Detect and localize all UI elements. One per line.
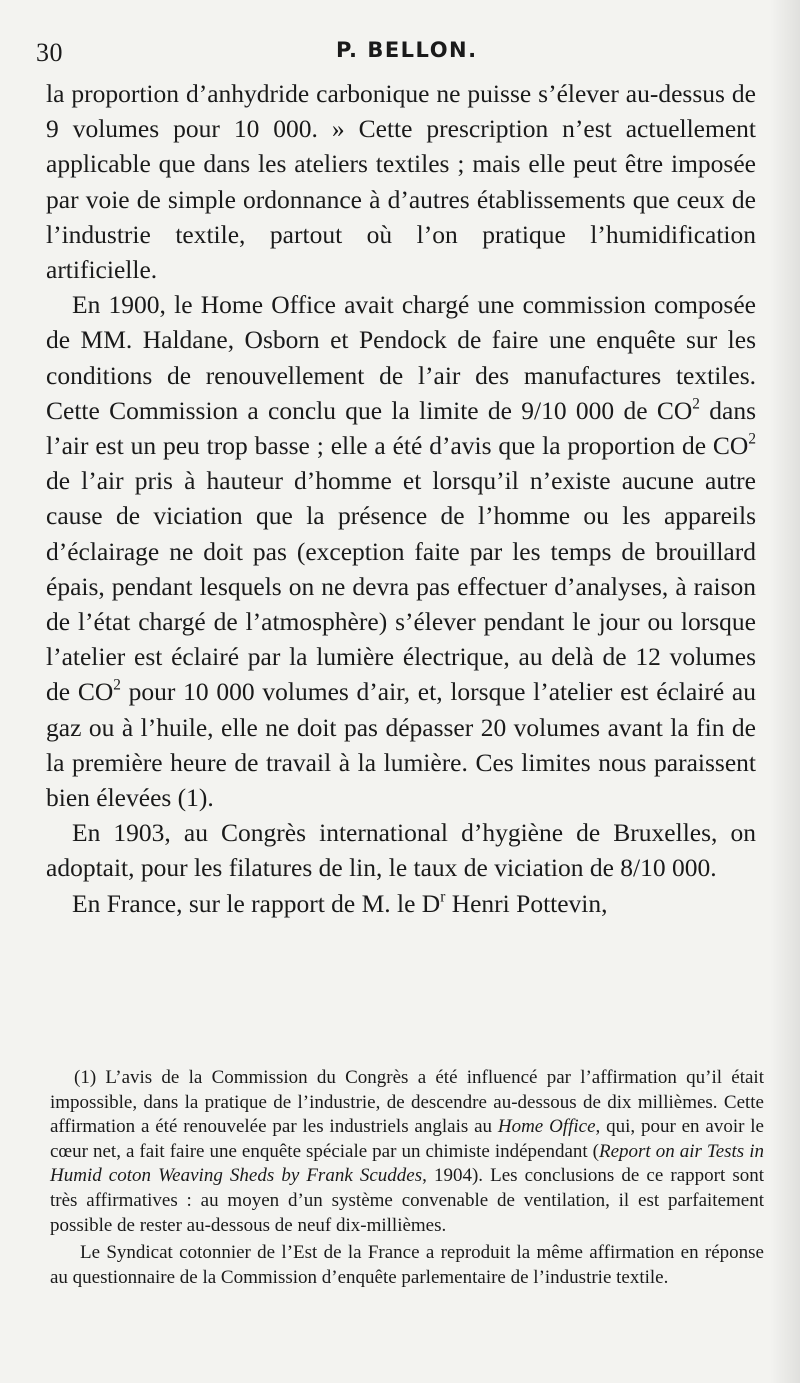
paragraph-1: la proportion d’anhydride carbonique ne puisse s’élever au-dessus de 9 volumes pour 10 000. » Cette prescription n’est actuellement applicable que dans les ateliers textiles ; mais elle peut être imposée par voie de simple ordonnance à d’autres établissements que ceux de l’industrie textile, partout où l’on pratique l’humidification artificielle. [46, 79, 756, 285]
footnote-2: Le Syndicat cotonnier de l’Est de la France a reproduit la même affirmation en réponse au questionnaire de la Commission d’enquête parlementaire de l’industrie textile. [50, 1242, 764, 1288]
paragraph-3: En 1903, au Congrès international d’hygiène de Bruxelles, on adoptait, pour les filatures de lin, le taux de viciation de 8/10 000. [46, 818, 756, 883]
footnote-1: (1) L’avis de la Commission du Congrès a été influencé par l’affirmation qu’il était impossible, dans la pratique de l’industrie, de descendre au-dessous de dix millièmes. Cette affirmation a été renouvelée par les industriels anglais au Home Office, qui, pour en avoir le cœur net, a fait faire une enquête spéciale par un chimiste indépendant (Report on air Tests in Humid coton Weaving Sheds by Frank Scuddes, 1904). Les conclusions de ce rapport sont très affirmatives : au moyen d’un système convenable de ventilation, il est parfaitement possible de rester au-dessous de neuf dix-millièmes. [50, 1067, 764, 1236]
footnotes [50, 1066, 764, 1290]
main-text [46, 76, 756, 921]
page-number: 30 [36, 38, 63, 67]
running-head: P. BELLON. [336, 38, 478, 62]
paragraph-4: En France, sur le rapport de M. le $D^r$ Henri Pottevin, [72, 887, 608, 918]
page-header [36, 36, 758, 72]
paragraph-2: En 1900, le Home Office avait chargé une commission composée de MM. Haldane, Osborn et Pendock de faire une enquête sur les conditions de renouvellement de l’air des manufactures textiles. Cette Commission a conclu que la limite de 9/10 000 de $CO^2$ dans l’air est un peu trop basse ; elle a été d’avis que la proportion de $CO^2$ de l’air pris à hauteur d’homme et lorsqu’il n’existe aucune autre cause de viciation que la présence de l’homme ou les appareils d’éclairage ne doit pas (exception faite par les temps de brouillard épais, pendant lesquels on ne devra pas effectuer d’analyses, à raison de l’état chargé de l’atmosphère) s’élever pendant le jour ou lorsque l’atelier est éclairé par la lumière électrique, au delà de 12 volumes de $CO^2$ pour 10 000 volumes d’air, et, lorsque l’atelier est éclairé au gaz ou à l’huile, elle ne doit pas dépasser 20 volumes avant la fin de la première heure de travail à la lumière. Ces limites nous paraissent bien élevées (1). [46, 290, 757, 813]
